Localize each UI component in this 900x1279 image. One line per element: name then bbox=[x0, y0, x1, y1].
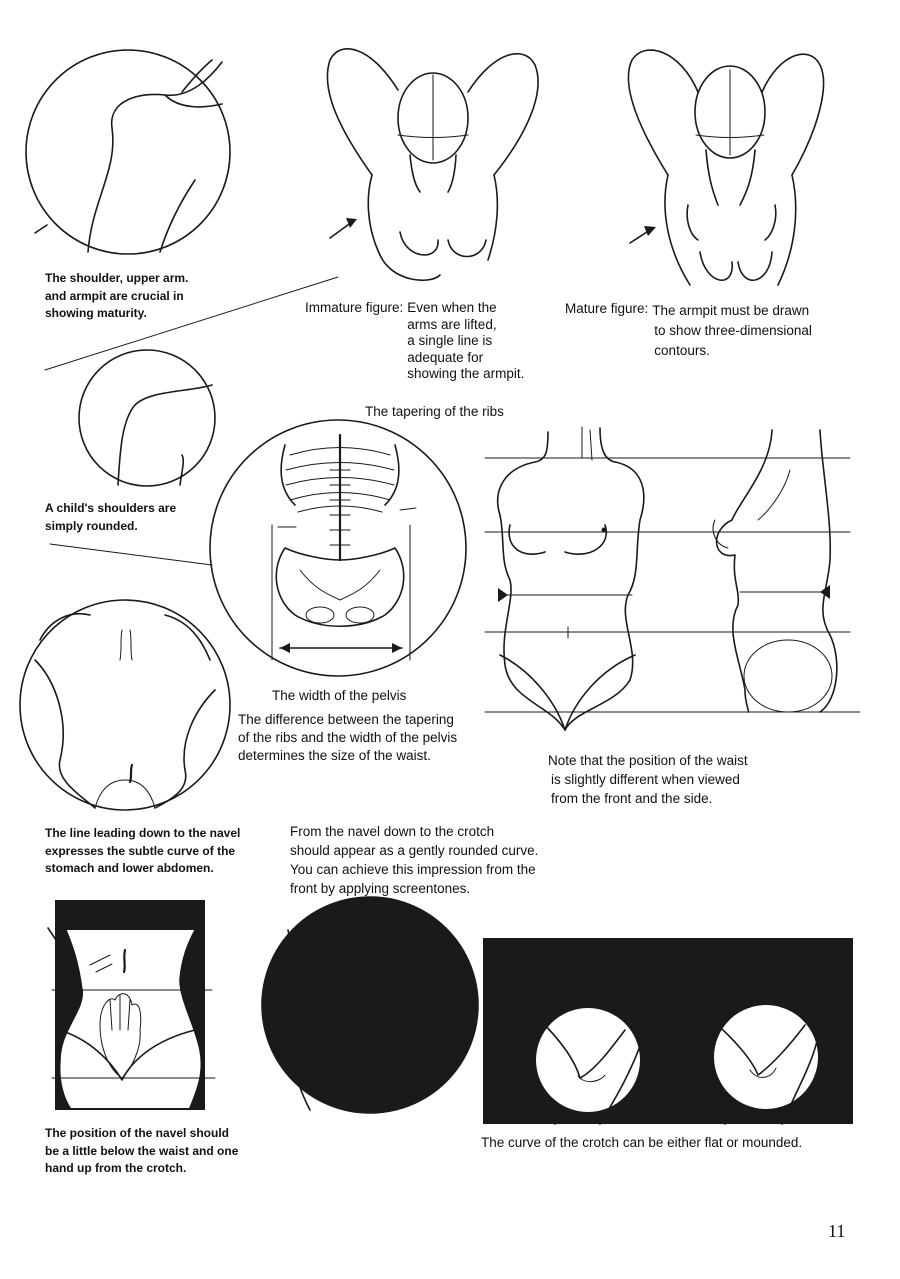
caption-line: The line leading down to the navel bbox=[45, 826, 241, 840]
caption-line: adequate for bbox=[407, 349, 484, 365]
mature-figure-drawing bbox=[628, 50, 823, 285]
crotch-curve-comparison bbox=[483, 938, 853, 1124]
caption-line: be a little below the waist and one bbox=[45, 1143, 239, 1158]
caption-line: showing the armpit. bbox=[407, 366, 525, 381]
caption-line: stomach and lower abdomen. bbox=[45, 861, 214, 875]
mature-label: Mature figure: bbox=[565, 301, 649, 316]
caption-line: The position of the navel should bbox=[45, 1126, 230, 1140]
caption-line: and armpit are crucial in bbox=[45, 288, 184, 303]
caption-line: from the front and the side. bbox=[551, 791, 713, 806]
caption-line: You can achieve this impression from the bbox=[290, 862, 536, 877]
page-number: 11 bbox=[828, 1221, 846, 1241]
stomach-closeup bbox=[20, 600, 230, 810]
caption-immature-figure bbox=[305, 300, 524, 383]
rib-pelvis-skeleton bbox=[210, 420, 466, 676]
torso-front-side-diagram bbox=[485, 427, 860, 730]
caption-line: A child's shoulders are bbox=[45, 501, 177, 515]
immature-figure-drawing bbox=[327, 49, 538, 280]
pointer-line-2 bbox=[50, 544, 212, 565]
caption-navel-line bbox=[45, 825, 240, 878]
caption-screentones bbox=[290, 822, 538, 898]
caption-shoulder-maturity bbox=[45, 270, 188, 323]
caption-line: The armpit must be drawn bbox=[652, 303, 810, 318]
caption-line: contours. bbox=[654, 343, 710, 358]
caption-child-shoulders bbox=[45, 500, 176, 535]
caption-pelvis-width: The width of the pelvis bbox=[272, 688, 407, 703]
mature-shoulder-closeup bbox=[26, 50, 230, 254]
caption-waist-size bbox=[238, 711, 457, 765]
caption-line: of the ribs and the width of the pelvis bbox=[238, 730, 458, 745]
caption-line: Note that the position of the waist bbox=[548, 753, 748, 768]
caption-line: simply rounded. bbox=[45, 518, 138, 533]
caption-navel-position bbox=[45, 1125, 238, 1178]
caption-line: to show three-dimensional bbox=[654, 323, 812, 338]
caption-line: front by applying screentones. bbox=[290, 881, 471, 896]
caption-line: arms are lifted, bbox=[407, 316, 497, 332]
caption-line: expresses the subtle curve of the bbox=[45, 843, 236, 858]
navel-position-drawing bbox=[48, 900, 215, 1110]
caption-line: From the navel down to the crotch bbox=[290, 824, 495, 839]
caption-line: The shoulder, upper arm. bbox=[45, 271, 189, 285]
caption-line: a single line is bbox=[407, 333, 493, 348]
caption-waist-position bbox=[548, 751, 748, 808]
caption-line: is slightly different when viewed bbox=[551, 772, 740, 787]
caption-line: showing maturity. bbox=[45, 306, 147, 320]
caption-crotch-curve: The curve of the crotch can be either flat or mounded. bbox=[481, 1135, 803, 1150]
caption-mature-figure bbox=[565, 301, 812, 361]
crotch-closeup bbox=[262, 897, 478, 1113]
caption-line: hand up from the crotch. bbox=[45, 1161, 187, 1175]
caption-line: should appear as a gently rounded curve. bbox=[290, 843, 539, 858]
caption-line: Even when the bbox=[407, 300, 497, 315]
immature-text bbox=[407, 300, 524, 383]
mature-text bbox=[652, 301, 812, 361]
immature-label: Immature figure: bbox=[305, 300, 404, 315]
child-shoulder-closeup bbox=[79, 350, 215, 486]
caption-line: The difference between the tapering bbox=[238, 712, 454, 727]
caption-line: determines the size of the waist. bbox=[238, 748, 431, 763]
caption-ribs-tapering: The tapering of the ribs bbox=[365, 404, 504, 419]
